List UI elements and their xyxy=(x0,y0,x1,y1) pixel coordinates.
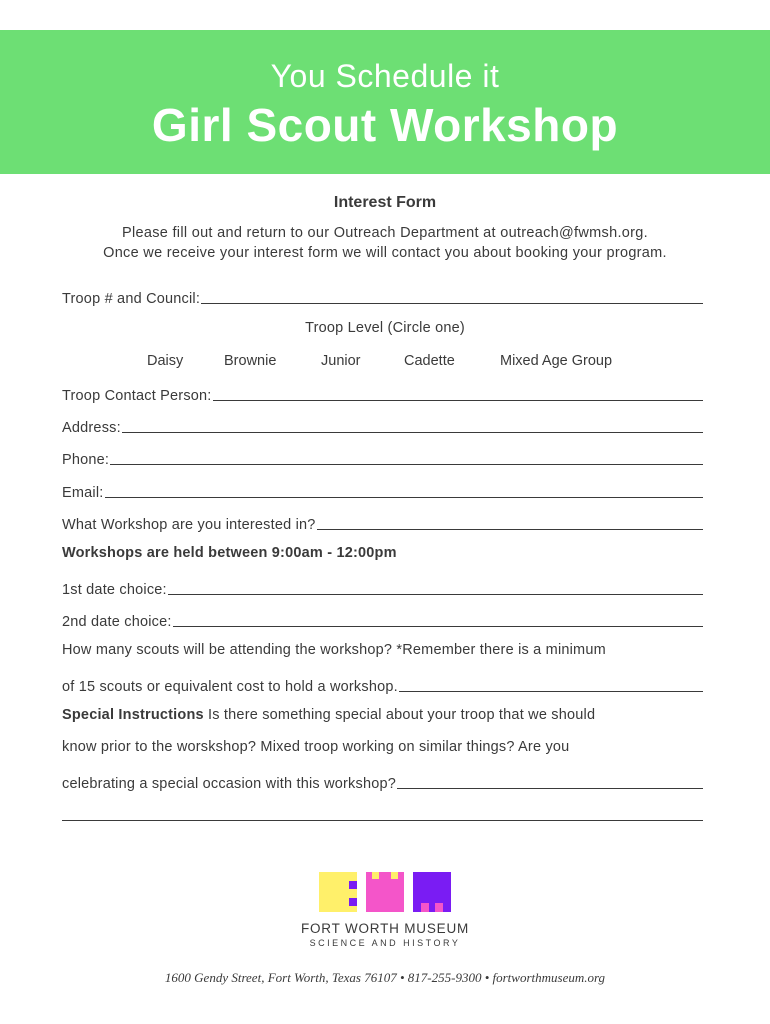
special-instructions-line-1: Is there something special about your troop that we should xyxy=(203,707,596,723)
level-option-mixed-age[interactable]: Mixed Age Group xyxy=(500,353,613,369)
museum-subtitle: SCIENCE AND HISTORY xyxy=(309,938,461,948)
scouts-count-field[interactable] xyxy=(62,675,703,695)
logo-pink-block xyxy=(366,872,404,912)
logo-purple-block xyxy=(413,872,451,912)
scouts-count-blank[interactable] xyxy=(399,691,703,692)
header-banner xyxy=(0,30,770,174)
special-instructions-field[interactable] xyxy=(62,772,703,792)
level-option-brownie[interactable]: Brownie xyxy=(224,353,277,369)
email-label: Email: xyxy=(62,485,104,501)
workshop-interest-field[interactable] xyxy=(62,513,703,533)
second-date-field[interactable] xyxy=(62,610,703,630)
special-instructions-text-1 xyxy=(62,707,703,727)
header-subtitle: You Schedule it xyxy=(270,58,500,94)
intro-line-2: Once we receive your interest form we will contact you about booking your program. xyxy=(103,245,667,261)
workshop-interest-blank[interactable] xyxy=(317,529,703,530)
level-option-daisy[interactable]: Daisy xyxy=(147,353,184,369)
level-option-junior[interactable]: Junior xyxy=(321,353,361,369)
special-instructions-line-3: celebrating a special occasion with this workshop? xyxy=(62,776,397,792)
museum-logo-icon xyxy=(319,872,451,912)
first-date-label: 1st date choice: xyxy=(62,582,167,598)
special-instructions-line-2: know prior to the worskshop? Mixed troop working on similar things? Are you xyxy=(62,739,570,755)
form-title: Interest Form xyxy=(333,194,437,211)
footer-contact-line: 1600 Gendy Street, Fort Worth, Texas 76107 • 817-255-9300 • fortworthmuseum.org xyxy=(164,970,606,985)
troop-council-field[interactable] xyxy=(62,287,703,307)
phone-field[interactable] xyxy=(62,448,703,468)
special-instructions-heading: Special Instructions xyxy=(62,707,204,723)
intro-line-1: Please fill out and return to our Outreach Department at outreach@fwmsh.org. xyxy=(122,225,648,241)
phone-label: Phone: xyxy=(62,452,110,468)
museum-name: FORT WORTH MUSEUM xyxy=(300,921,470,936)
second-date-blank[interactable] xyxy=(173,626,703,627)
workshop-interest-label: What Workshop are you interested in? xyxy=(62,517,316,533)
second-date-label: 2nd date choice: xyxy=(62,614,172,630)
phone-blank[interactable] xyxy=(110,464,703,465)
scouts-count-line-1: How many scouts will be attending the workshop? *Remember there is a minimum xyxy=(62,642,606,658)
email-blank[interactable] xyxy=(105,497,704,498)
troop-council-blank[interactable] xyxy=(201,303,703,304)
scouts-count-text-1 xyxy=(62,642,703,662)
special-instructions-extra-blank[interactable] xyxy=(62,820,703,821)
first-date-field[interactable] xyxy=(62,578,703,598)
first-date-blank[interactable] xyxy=(168,594,703,595)
troop-level-label: Troop Level (Circle one) xyxy=(305,320,465,336)
troop-council-label: Troop # and Council: xyxy=(62,291,201,307)
address-label: Address: xyxy=(62,420,121,436)
email-field[interactable] xyxy=(62,481,703,501)
contact-person-blank[interactable] xyxy=(213,400,703,401)
contact-person-label: Troop Contact Person: xyxy=(62,388,212,404)
special-instructions-text-2 xyxy=(62,739,703,759)
scouts-count-line-2: of 15 scouts or equivalent cost to hold a workshop. xyxy=(62,679,398,695)
workshop-hours-text: Workshops are held between 9:00am - 12:00pm xyxy=(62,545,397,561)
workshop-hours-note xyxy=(62,545,703,565)
special-instructions-blank[interactable] xyxy=(397,788,703,789)
contact-person-field[interactable] xyxy=(62,384,703,404)
level-option-cadette[interactable]: Cadette xyxy=(404,353,455,369)
address-blank[interactable] xyxy=(122,432,703,433)
header-title: Girl Scout Workshop xyxy=(151,99,619,151)
address-field[interactable] xyxy=(62,416,703,436)
